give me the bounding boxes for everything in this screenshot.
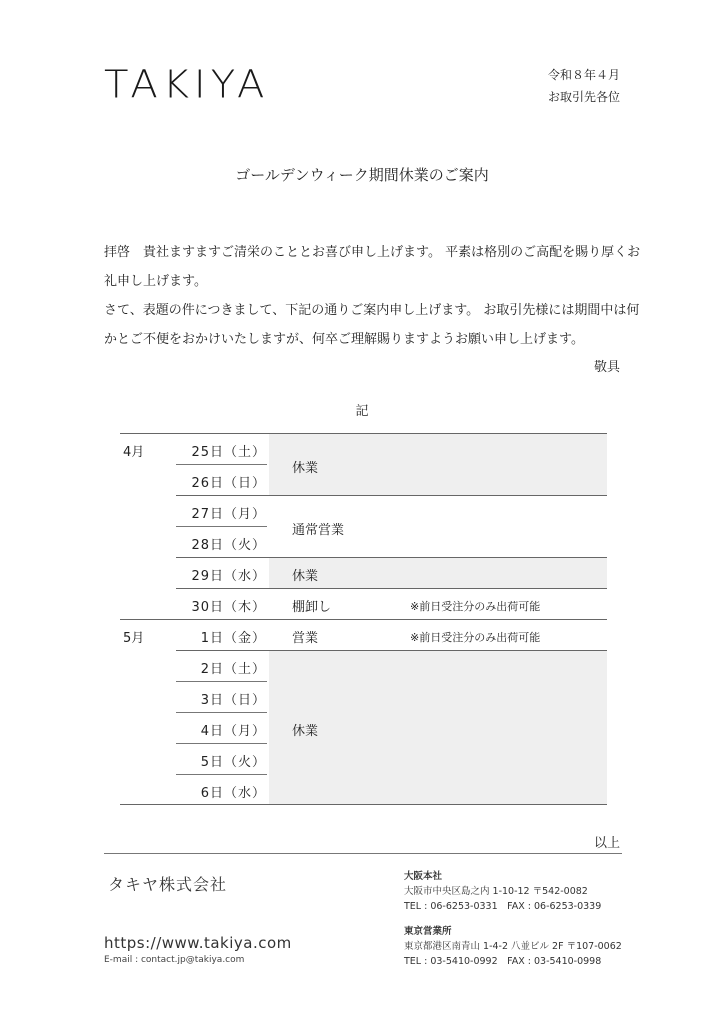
day-cell: 2日（土） [200, 662, 266, 677]
day-cell: 1日（金） [200, 631, 266, 646]
table-rule [176, 650, 607, 651]
closing-phrase: 敬具 [593, 360, 620, 375]
body-paragraph [104, 238, 641, 354]
table-rule [120, 433, 607, 434]
office-osaka [404, 869, 601, 914]
day-rule [176, 774, 267, 775]
holiday-schedule-table [120, 433, 607, 805]
status-inventory: 棚卸し [292, 600, 332, 615]
table-rule [176, 495, 607, 496]
status-closed: 休業 [292, 724, 319, 739]
day-rule [176, 526, 267, 527]
day-cell: 26日（日） [191, 476, 266, 491]
table-rule [120, 619, 607, 620]
office-tokyo [404, 924, 622, 969]
day-cell: 6日（水） [200, 786, 266, 801]
office-phone: TEL : 03-5410-0992 FAX : 03-5410-0998 [404, 956, 602, 967]
shade-block [269, 650, 607, 805]
body-line: さて、表題の件につきまして、下記の通りご案内申し上げます。 お取引先様には期間中は何 [104, 303, 640, 318]
table-rule [120, 804, 607, 805]
office-name: 東京営業所 [404, 926, 452, 937]
day-rule [176, 464, 267, 465]
status-open: 営業 [292, 631, 319, 646]
office-address: 東京都港区南青山 1-4-2 八並ビル 2F 〒107-0062 [404, 941, 622, 952]
day-cell: 25日（土） [191, 445, 266, 460]
office-name: 大阪本社 [404, 871, 443, 882]
month-may: 5月 [123, 631, 145, 646]
company-name: タキヤ株式会社 [108, 875, 228, 894]
day-cell: 5日（火） [200, 755, 266, 770]
day-cell: 29日（水） [191, 569, 266, 584]
day-rule [176, 681, 267, 682]
office-address: 大阪市中央区島之内 1-10-12 〒542-0082 [404, 886, 588, 897]
day-rule [176, 712, 267, 713]
company-logo: TAKIYA [104, 63, 270, 107]
shipping-note: ※前日受注分のみ出荷可能 [410, 631, 541, 644]
document-title: ゴールデンウィーク期間休業のご案内 [235, 166, 489, 184]
body-line: 拝啓 貴社ますますご清栄のこととお喜び申し上げます。 平素は格別のご高配を賜り厚くお [104, 245, 641, 260]
shade-block [269, 433, 607, 495]
end-mark: 以上 [593, 836, 620, 851]
status-normal: 通常営業 [292, 523, 345, 538]
recipient: お取引先各位 [547, 90, 620, 104]
day-cell: 28日（火） [191, 538, 266, 553]
shade-block [269, 557, 607, 588]
email-link[interactable]: E-mail : contact.jp@takiya.com [104, 955, 245, 965]
issue-date: 令和８年４月 [547, 68, 620, 82]
day-cell: 30日（木） [191, 600, 266, 615]
body-line: 礼申し上げます。 [104, 274, 207, 289]
shipping-note: ※前日受注分のみ出荷可能 [410, 600, 541, 613]
office-phone: TEL : 06-6253-0331 FAX : 06-6253-0339 [404, 901, 602, 912]
website-link[interactable]: https://www.takiya.com [104, 934, 292, 952]
day-cell: 27日（月） [191, 507, 266, 522]
table-rule [176, 588, 607, 589]
status-closed: 休業 [292, 569, 319, 584]
ki-heading: 記 [355, 404, 369, 419]
status-closed: 休業 [292, 461, 319, 476]
day-rule [176, 743, 267, 744]
body-line: かとご不便をおかけいたしますが、何卒ご理解賜りますようお願い申し上げます。 [104, 332, 584, 347]
day-cell: 3日（日） [200, 693, 266, 708]
month-april: 4月 [123, 445, 145, 460]
footer-divider [104, 853, 622, 854]
table-rule [176, 557, 607, 558]
day-cell: 4日（月） [200, 724, 266, 739]
